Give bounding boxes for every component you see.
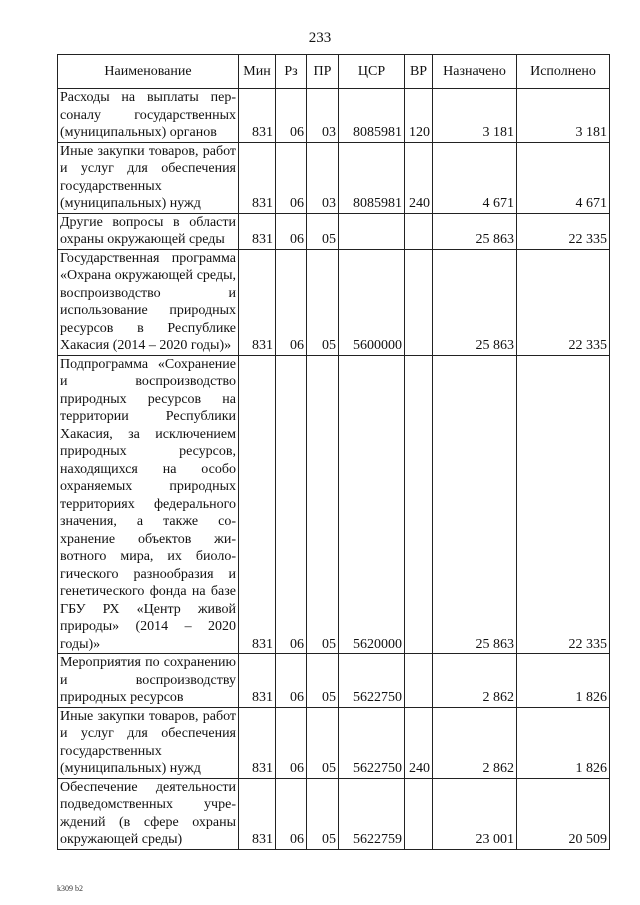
budget-table	[57, 54, 610, 850]
cell-pr: 05	[307, 249, 339, 355]
cell-csr: 5622759	[339, 778, 405, 849]
col-header-csr: ЦСР	[339, 55, 405, 89]
table-row	[58, 142, 610, 213]
cell-csr: 5622750	[339, 707, 405, 778]
cell-rz: 06	[276, 654, 307, 708]
cell-assigned: 2 862	[433, 707, 517, 778]
cell-executed: 20 509	[517, 778, 610, 849]
cell-assigned: 25 863	[433, 213, 517, 249]
table-row	[58, 249, 610, 355]
cell-rz: 06	[276, 89, 307, 143]
header-row	[58, 55, 610, 89]
cell-min: 831	[239, 707, 276, 778]
col-header-vr: ВР	[405, 55, 433, 89]
cell-vr	[405, 249, 433, 355]
cell-executed: 22 335	[517, 213, 610, 249]
cell-assigned: 25 863	[433, 355, 517, 654]
cell-min: 831	[239, 89, 276, 143]
cell-assigned: 23 001	[433, 778, 517, 849]
cell-executed: 4 671	[517, 142, 610, 213]
col-header-min: Мин	[239, 55, 276, 89]
cell-name: Государственная программа «Охрана окружающей среды, воспроизводство и использование природных ресурсов в Республике Хакасия (2014 – 2020 годы)»	[58, 249, 239, 355]
cell-csr	[339, 213, 405, 249]
cell-pr: 05	[307, 213, 339, 249]
cell-rz: 06	[276, 778, 307, 849]
table-row	[58, 778, 610, 849]
cell-vr	[405, 213, 433, 249]
cell-executed: 22 335	[517, 355, 610, 654]
cell-executed: 22 335	[517, 249, 610, 355]
cell-vr	[405, 654, 433, 708]
cell-vr: 120	[405, 89, 433, 143]
col-header-assigned: Назначено	[433, 55, 517, 89]
cell-rz: 06	[276, 142, 307, 213]
table-row	[58, 654, 610, 708]
cell-assigned: 2 862	[433, 654, 517, 708]
cell-min: 831	[239, 249, 276, 355]
cell-rz: 06	[276, 213, 307, 249]
cell-csr: 8085981	[339, 89, 405, 143]
cell-pr: 05	[307, 654, 339, 708]
col-header-name: Наименование	[58, 55, 239, 89]
cell-rz: 06	[276, 249, 307, 355]
table-row	[58, 355, 610, 654]
cell-name: Иные закупки товаров, работ и услуг для обеспечения государственных (муниципальных) нужд	[58, 707, 239, 778]
cell-vr: 240	[405, 707, 433, 778]
cell-pr: 05	[307, 778, 339, 849]
cell-min: 831	[239, 654, 276, 708]
cell-vr	[405, 778, 433, 849]
cell-csr: 5622750	[339, 654, 405, 708]
cell-assigned: 3 181	[433, 89, 517, 143]
cell-name: Расходы на выплаты персоналу государственных (муниципальных) органов	[58, 89, 239, 143]
cell-csr: 5600000	[339, 249, 405, 355]
table-row	[58, 707, 610, 778]
cell-min: 831	[239, 778, 276, 849]
cell-csr: 5620000	[339, 355, 405, 654]
cell-name: Иные закупки товаров, работ и услуг для обеспечения государственных (муниципальных) нужд	[58, 142, 239, 213]
cell-assigned: 25 863	[433, 249, 517, 355]
cell-name: Мероприятия по сохранению и воспроизводству природных ресурсов	[58, 654, 239, 708]
cell-csr: 8085981	[339, 142, 405, 213]
col-header-executed: Исполнено	[517, 55, 610, 89]
cell-name: Другие вопросы в области охраны окружающей среды	[58, 213, 239, 249]
cell-pr: 05	[307, 707, 339, 778]
cell-name: Обеспечение деятельности подведомственных учреждений (в сфере охраны окружающей среды)	[58, 778, 239, 849]
cell-vr	[405, 355, 433, 654]
cell-pr: 05	[307, 355, 339, 654]
table-row	[58, 89, 610, 143]
cell-pr: 03	[307, 142, 339, 213]
cell-min: 831	[239, 213, 276, 249]
cell-min: 831	[239, 355, 276, 654]
cell-rz: 06	[276, 355, 307, 654]
col-header-rz: Рз	[276, 55, 307, 89]
cell-rz: 06	[276, 707, 307, 778]
cell-name: Подпрограмма «Сохранение и воспроизводство природных ресурсов на территории Республики Хакасия, за исключением природных ресурсов, находящихся на особо охраняемых природных территориях федерального значения, а также сохранение объектов животного мира, их биологического разнообразия и генетического фонда на базе ГБУ РХ «Центр живой природы» (2014 – 2020 годы)»	[58, 355, 239, 654]
cell-executed: 3 181	[517, 89, 610, 143]
cell-pr: 03	[307, 89, 339, 143]
page-number: 233	[308, 30, 332, 46]
cell-vr: 240	[405, 142, 433, 213]
col-header-pr: ПР	[307, 55, 339, 89]
cell-assigned: 4 671	[433, 142, 517, 213]
table-row	[58, 213, 610, 249]
cell-min: 831	[239, 142, 276, 213]
cell-executed: 1 826	[517, 654, 610, 708]
cell-executed: 1 826	[517, 707, 610, 778]
footer-code: k309 b2	[57, 884, 83, 893]
